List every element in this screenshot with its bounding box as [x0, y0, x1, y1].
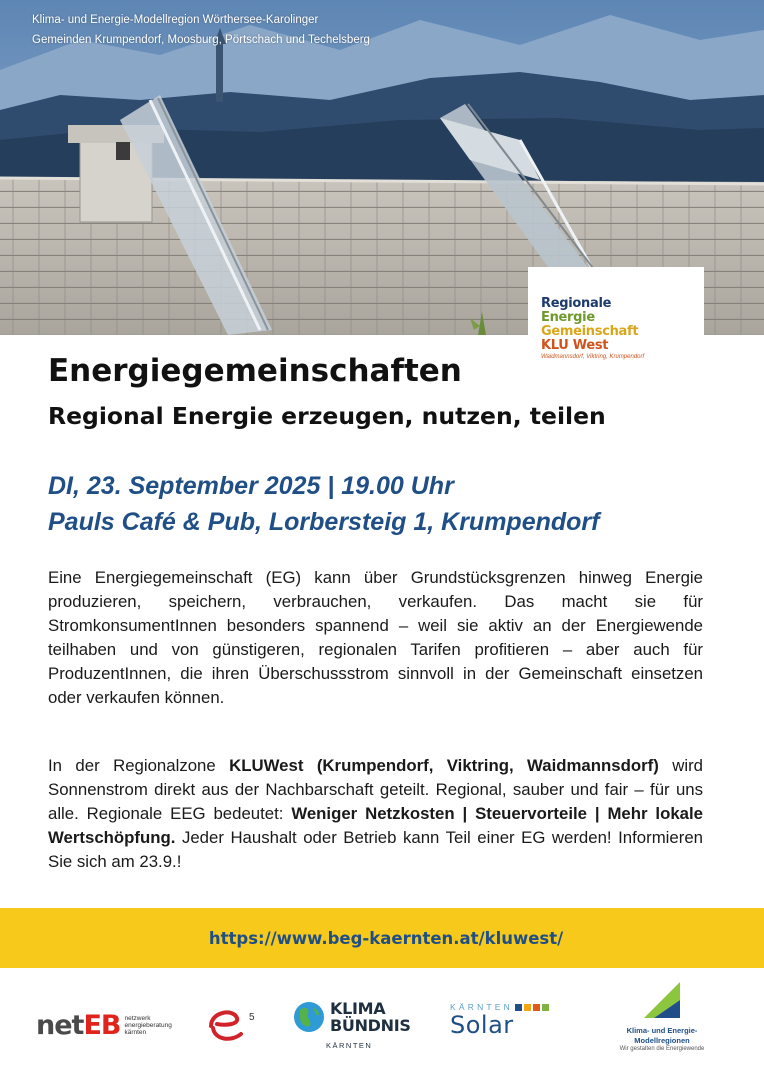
- solar-square-blue: [515, 1004, 522, 1011]
- region-caption-line1: Klima- und Energie-Modellregion Wörthersee-Karolinger: [32, 14, 319, 26]
- page-subtitle: Regional Energie erzeugen, nutzen, teilen: [48, 402, 606, 430]
- kem-line2: Modellregionen: [634, 1036, 690, 1045]
- kem-line1: Klima- und Energie-: [626, 1026, 698, 1035]
- kaernten-solar-logo: [450, 1002, 549, 1038]
- e5-superscript: 5: [249, 1012, 255, 1023]
- globe-icon: [292, 1000, 326, 1034]
- neteb-net-text: net: [36, 1010, 84, 1041]
- klima-line1: KLIMA: [330, 999, 386, 1018]
- para2-bold-region: KLUWest (Krumpendorf, Viktring, Waidmannsdorf): [229, 756, 659, 775]
- solar-kaernten-text: KÄRNTEN: [450, 1002, 514, 1012]
- neteb-wordmark: [36, 1010, 120, 1041]
- event-date-time: DI, 23. September 2025 | 19.00 Uhr: [48, 472, 454, 500]
- solar-wordmark: Solar: [450, 1011, 514, 1039]
- kluwest-paragraph: [48, 754, 703, 874]
- logo-line-regionale: Regionale: [541, 296, 612, 311]
- neteb-sub-line1: netzwerk: [124, 1015, 151, 1022]
- kem-tagline: Wir gestalten die Energiewende: [619, 1046, 705, 1052]
- region-caption: [32, 10, 370, 50]
- klimabuendnis-text: [330, 1000, 411, 1034]
- neteb-sub-line3: kärnten: [124, 1029, 147, 1036]
- solar-square-green: [542, 1004, 549, 1011]
- klimabuendnis-logo: [292, 1000, 411, 1034]
- para2-text-e: Jeder Haushalt oder Betrieb kann Teil einer EG werden! Informieren Sie sich am 23.9.!: [48, 828, 703, 871]
- para2-bold-benefits: Weniger Netzkosten | Steuervorteile | Mehr lokale Wertschöpfung.: [48, 804, 703, 847]
- page-title: Energiegemeinschaften: [48, 353, 462, 389]
- klima-line2: BÜNDNIS: [330, 1016, 411, 1035]
- solar-square-red: [533, 1004, 540, 1011]
- neteb-logo: [36, 1010, 172, 1041]
- logo-line-kluwest: KLU West: [541, 338, 609, 353]
- beg-kluwest-logo: [528, 267, 704, 387]
- klima-subline-wrap: [292, 1038, 372, 1050]
- website-link[interactable]: https://www.beg-kaernten.at/kluwest/: [208, 928, 564, 948]
- neteb-eb-text: EB: [83, 1010, 121, 1041]
- logo-line-energie: Energie: [541, 310, 595, 325]
- logo-line-gemeinschaft: Gemeinschaft: [541, 324, 639, 339]
- para2-text-a: In der Regionalzone: [48, 756, 230, 775]
- e5-swoosh-icon: [203, 1002, 261, 1046]
- kem-leaf-icon: [640, 980, 684, 1020]
- e5-logo: [203, 1002, 261, 1046]
- intro-paragraph: Eine Energiegemeinschaft (EG) kann über Grundstücksgrenzen hinweg Energie produzieren, speichern, verbrauchen, verkaufen. Das macht sie für StromkonsumentInnen besonders spannend – weil sie aktiv an der Energiewende teilhaben und von günstigeren, regionalen Tarifen profitieren – aber auch für ProduzentInnen, die ihren Überschussstrom sinnvoll in der Gemeinschaft einsetzen oder verkaufen können.: [48, 568, 703, 707]
- solar-square-orange: [524, 1004, 531, 1011]
- region-caption-line2: Gemeinden Krumpendorf, Moosburg, Pörtschach und Techelsberg: [32, 34, 370, 46]
- neteb-subtitle: [124, 1015, 171, 1036]
- event-venue: Pauls Café & Pub, Lorbersteig 1, Krumpendorf: [48, 508, 600, 536]
- logo-subline: Waidmannsdorf, Viktring, Krumpendorf: [541, 354, 645, 360]
- neteb-sub-line2: energieberatung: [124, 1022, 172, 1029]
- klima-subline: KÄRNTEN: [326, 1041, 373, 1050]
- para2-text-c: wird Sonnenstrom direkt aus der Nachbarschaft geteilt. Regional, sauber und fair – für uns alle. Regionale EEG bedeutet:: [48, 756, 703, 823]
- url-banner: [0, 908, 764, 968]
- kem-logo: [612, 980, 712, 1053]
